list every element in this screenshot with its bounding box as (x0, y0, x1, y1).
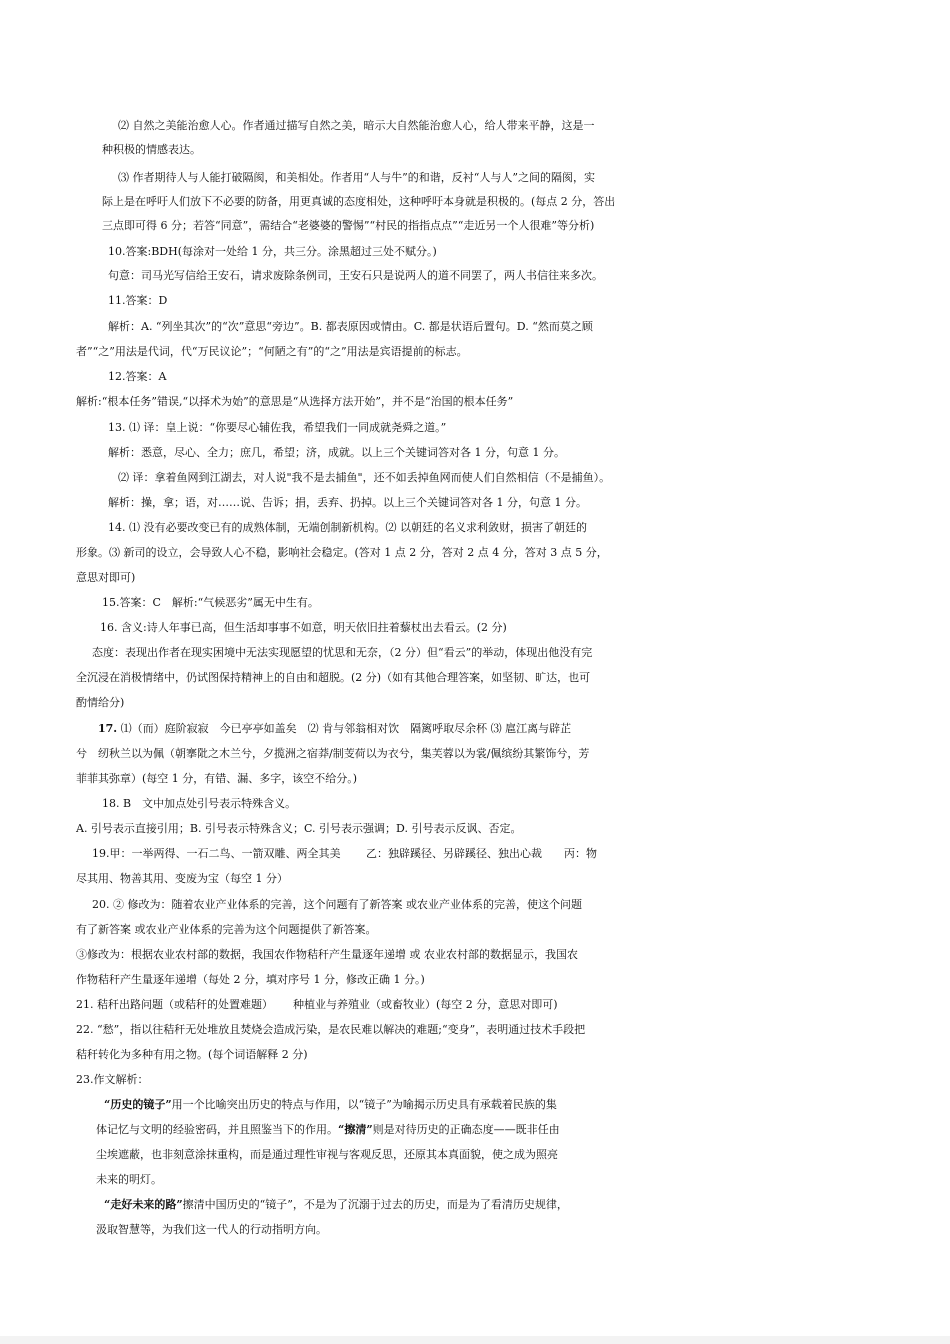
text-line: ⑵ 译：拿着鱼网到江湖去，对人说"我不是去捕鱼"，还不如丢掉鱼网而使人们自然相信（不是捕鱼）。 (118, 471, 611, 484)
text-line: ⑶ 作者期待人与人能打破隔阂，和美相处。作者用“人与牛”的和谐，反衬“人与人”之间的隔阂，实 (118, 171, 595, 184)
text-line: 20. ② 修改为：随着农业产业体系的完善，这个问题有了新答案 或农业产业体系的完善，使这个问题 (92, 898, 582, 911)
text-line: 10.答案:BDH(每涂对一处给 1 分，共三分。涂黑超过三处不赋分。) (108, 245, 437, 258)
text-line: 解析：悉意，尽心、全力；庶几，希望；济，成就。以上三个关键词答对各 1 分，句意 1 分。 (108, 446, 565, 459)
text-span: 则是对待历史的正确态度——既非任由 (372, 1123, 560, 1136)
text-line: 15.答案：C 解析:“气候恶劣”属无中生有。 (102, 596, 319, 609)
text-line: 23.作文解析： (76, 1073, 149, 1086)
text-line: 未来的明灯。 (96, 1173, 162, 1186)
text-line: 全沉浸在消极情绪中，仍试图保持精神上的自由和超脱。(2 分)（如有其他合理答案，如坚韧、旷达，也可 (76, 671, 591, 684)
question-number: 17. (98, 722, 118, 735)
text-line: 尽其用、物善其用、变废为宝（每空 1 分） (76, 872, 288, 885)
text-line: 汲取智慧等，为我们这一代人的行动指明方向。 (96, 1223, 327, 1236)
text-line-q17 (0, 717, 950, 741)
text-line-essay (0, 1193, 950, 1217)
bold-term: “擦清” (338, 1123, 373, 1136)
text-line: 形象。⑶ 新司的设立，会导致人心不稳，影响社会稳定。(答对 1 点 2 分，答对 2 点 4 分，答对 3 点 5 分， (76, 546, 608, 559)
text-line: 态度：表现出作者在现实困境中无法实现愿望的忧思和无奈，（2 分）但“看云”的举动，体现出他没有完 (92, 646, 593, 659)
text-line: 菲菲其弥章）(每空 1 分，有错、漏、多字，该空不给分。) (76, 772, 358, 785)
text-line: 秸秆转化为多种有用之物。(每个词语解释 2 分) (76, 1048, 308, 1061)
text-line: 19.甲：一举两得、一石二鸟、一箭双雕、两全其美 乙：独辟蹊径、另辟蹊径、独出心裁 丙：物 (92, 847, 597, 860)
text-line: 酌情给分) (76, 696, 125, 709)
page-bottom-edge (0, 1336, 950, 1344)
text-line: 解析：A. “列坐其次”的“次”意思“旁边”。B. 都表原因或情由。C. 都是状语后置句。D. “然而莫之顾 (108, 320, 593, 333)
text-line: 11.答案：D (108, 294, 168, 307)
text-line: 解析:“根本任务”错误,“以择术为始”的意思是“从选择方法开始”，并不是“治国的根本任务” (76, 395, 514, 408)
text-line: 者”“之”用法是代词，代“万民议论”；“何陋之有”的“之”用法是宾语提前的标志。 (76, 345, 468, 358)
text-line: 22. “愁”，指以往秸秆无处堆放且焚烧会造成污染，是农民难以解决的难题;“变身”，表明通过技术手段把 (76, 1023, 586, 1036)
text-line: ③修改为：根据农业农村部的数据，我国农作物秸秆产生量逐年递增 或 农业农村部的数据显示，我国农 (76, 948, 578, 961)
text-line-essay (0, 1118, 950, 1142)
text-line: 兮 纫秋兰以为佩（朝搴阰之木兰兮，夕揽洲之宿莽/制芰荷以为衣兮，集芙蓉以为裳/佩缤纷其繁饰兮，芳 (76, 747, 590, 760)
text-line: 18. B 文中加点处引号表示特殊含义。 (102, 797, 297, 810)
text-line: 有了新答案 或农业产业体系的完善为这个问题提供了新答案。 (76, 923, 377, 936)
text-line: 三点即可得 6 分；若答“同意”，需结合“老婆婆的警惕”“村民的指指点点”“走近另一个人很难”等分析) (102, 219, 595, 232)
text-line: 12.答案：A (108, 370, 167, 383)
text-line: 句意：司马光写信给王安石，请求废除条例司，王安石只是说两人的道不同罢了，两人书信往来多次。 (108, 269, 603, 282)
text-line: 尘埃遮蔽，也非刻意涂抹重构，而是通过理性审视与客观反思，还原其本真面貌，使之成为照亮 (96, 1148, 558, 1161)
text-line: 种积极的情感表达。 (102, 143, 201, 156)
text-line: 际上是在呼吁人们放下不必要的防备，用更真诚的态度相处，这种呼吁本身就是积极的。(每点 2 分，答出 (102, 195, 616, 208)
text-line: 意思对即可) (76, 571, 136, 584)
bold-term: “走好未来的路” (104, 1198, 183, 1211)
text-span: 体记忆与文明的经验密码，并且照鉴当下的作用。 (96, 1123, 338, 1136)
text-line: A. 引号表示直接引用；B. 引号表示特殊含义；C. 引号表示强调；D. 引号表示反讽、否定。 (76, 822, 522, 835)
text-line: ⑵ 自然之美能治愈人心。作者通过描写自然之美，暗示大自然能治愈人心，给人带来平静，这是一 (118, 119, 595, 132)
text-span: 擦清中国历史的“镜子”，不是为了沉溺于过去的历史，而是为了看清历史规律， (182, 1198, 568, 1211)
text-span: ⑴（而）庭阶寂寂 今已亭亭如盖矣 ⑵ 肯与邻翁相对饮 隔篱呼取尽余杯 ⑶ 扈江离与辟芷 (120, 722, 572, 735)
text-line: 21. 秸秆出路问题（或秸秆的处置难题） 种植业与养殖业（或畜牧业）(每空 2 分，意思对即可) (76, 998, 558, 1011)
text-line: 14. ⑴ 没有必要改变已有的成熟体制，无端创制新机构。⑵ 以朝廷的名义求利敛财，损害了朝廷的 (108, 521, 587, 534)
text-line-essay (0, 1093, 950, 1117)
text-line: 作物秸秆产生量逐年递增（每处 2 分，填对序号 1 分，修改正确 1 分。) (76, 973, 425, 986)
text-line: 13. ⑴ 译：皇上说：“你要尽心辅佐我，希望我们一同成就尧舜之道。” (108, 421, 447, 434)
text-span: 用一个比喻突出历史的特点与作用，以“镜子”为喻揭示历史具有承载着民族的集 (171, 1098, 557, 1111)
text-line: 解析：操，拿；语，对……说、告诉；捐，丢弃、扔掉。以上三个关键词答对各 1 分，句意 1 分。 (108, 496, 587, 509)
bold-term: “历史的镜子” (104, 1098, 172, 1111)
text-line: 16. 含义:诗人年事已高，但生活却事事不如意，明天依旧拄着藜杖出去看云。(2 分) (100, 621, 507, 634)
